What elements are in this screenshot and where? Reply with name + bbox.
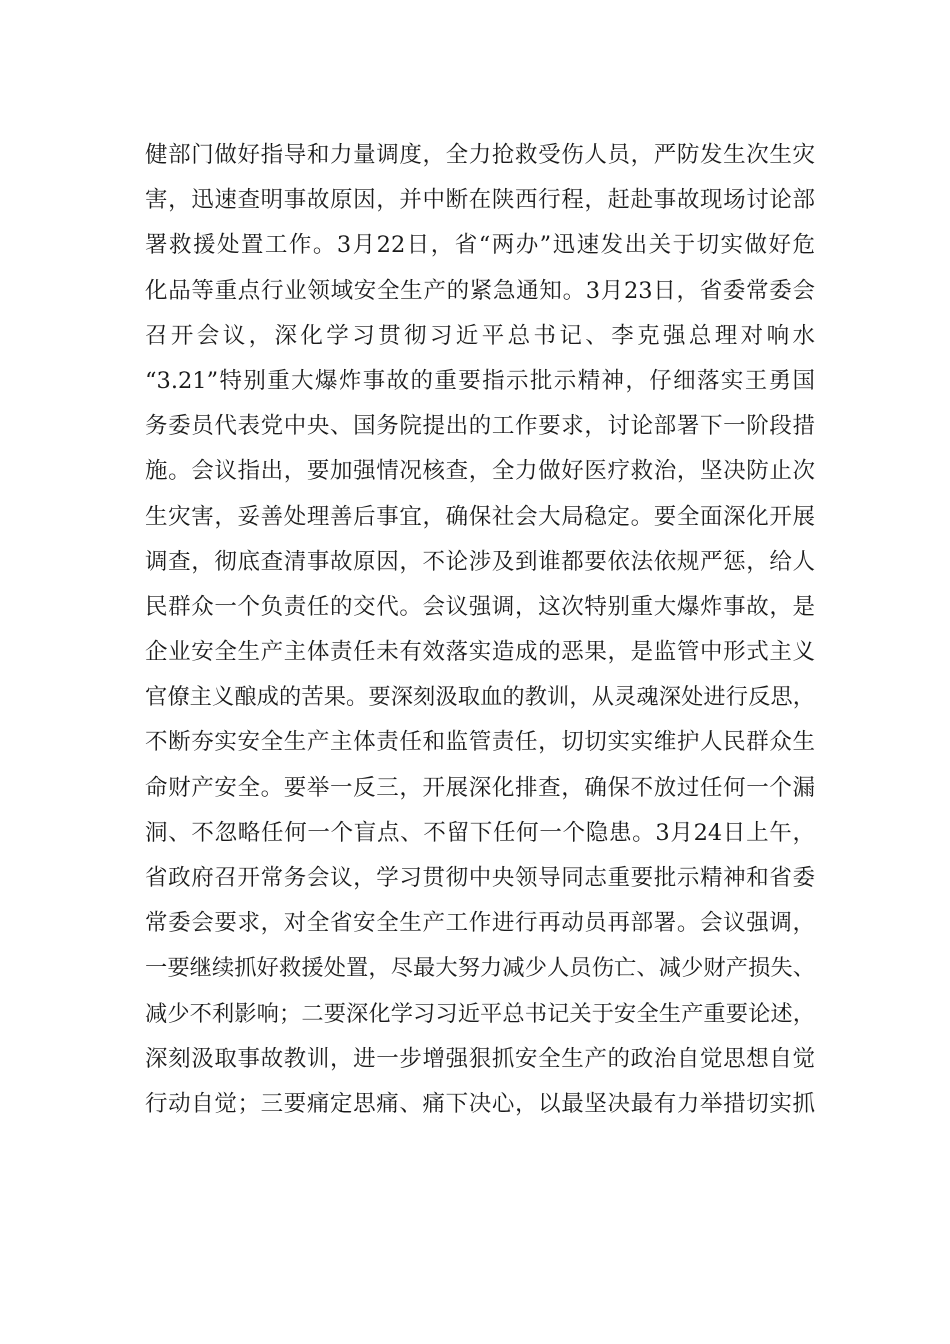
text-line: 洞、不忽略任何一个盲点、不留下任何一个隐患。3月24日上午， <box>145 819 815 846</box>
text-line: 一要继续抓好救援处置，尽最大努力减少人员伤亡、减少财产损失、 <box>145 955 815 982</box>
text-line: 不断夯实安全生产主体责任和监管责任，切切实实维护人民群众生 <box>145 729 815 756</box>
text-line: 施。会议指出，要加强情况核查，全力做好医疗救治，坚决防止次 <box>145 458 815 485</box>
text-line: 企业安全生产主体责任未有效落实造成的恶果，是监管中形式主义 <box>145 639 815 666</box>
text-line: “3.21”特别重大爆炸事故的重要指示批示精神，仔细落实王勇国 <box>145 367 815 394</box>
text-line: 害，迅速查明事故原因，并中断在陕西行程，赶赴事故现场讨论部 <box>145 187 815 214</box>
text-line: 生灾害，妥善处理善后事宜，确保社会大局稳定。要全面深化开展 <box>145 503 815 530</box>
text-line: 调查，彻底查清事故原因，不论涉及到谁都要依法依规严惩，给人 <box>145 548 815 575</box>
text-line: 省政府召开常务会议，学习贯彻中央领导同志重要批示精神和省委 <box>145 865 815 891</box>
text-line: 化品等重点行业领域安全生产的紧急通知。3月23日，省委常委会 <box>145 277 815 304</box>
text-line: 务委员代表党中央、国务院提出的工作要求，讨论部署下一阶段措 <box>145 413 815 440</box>
text-line: 召开会议，深化学习贯彻习近平总书记、李克强总理对响水 <box>145 322 815 349</box>
body-text <box>145 133 815 1127</box>
text-line: 署救援处置工作。3月22日，省“两办”迅速发出关于切实做好危 <box>145 232 815 259</box>
text-line: 命财产安全。要举一反三，开展深化排查，确保不放过任何一个漏 <box>145 774 815 801</box>
text-line: 深刻汲取事故教训，进一步增强狠抓安全生产的政治自觉思想自觉 <box>145 1045 815 1072</box>
text-line: 民群众一个负责任的交代。会议强调，这次特别重大爆炸事故，是 <box>145 593 815 620</box>
text-line: 官僚主义酿成的苦果。要深刻汲取血的教训，从灵魂深处进行反思， <box>145 684 815 711</box>
text-line: 健部门做好指导和力量调度，全力抢救受伤人员，严防发生次生灾 <box>145 142 815 168</box>
text-line: 常委会要求，对全省安全生产工作进行再动员再部署。会议强调， <box>145 910 815 937</box>
text-line: 行动自觉；三要痛定思痛、痛下决心，以最坚决最有力举措切实抓 <box>145 1090 815 1117</box>
text-line: 减少不利影响；二要深化学习习近平总书记关于安全生产重要论述， <box>145 1000 815 1027</box>
